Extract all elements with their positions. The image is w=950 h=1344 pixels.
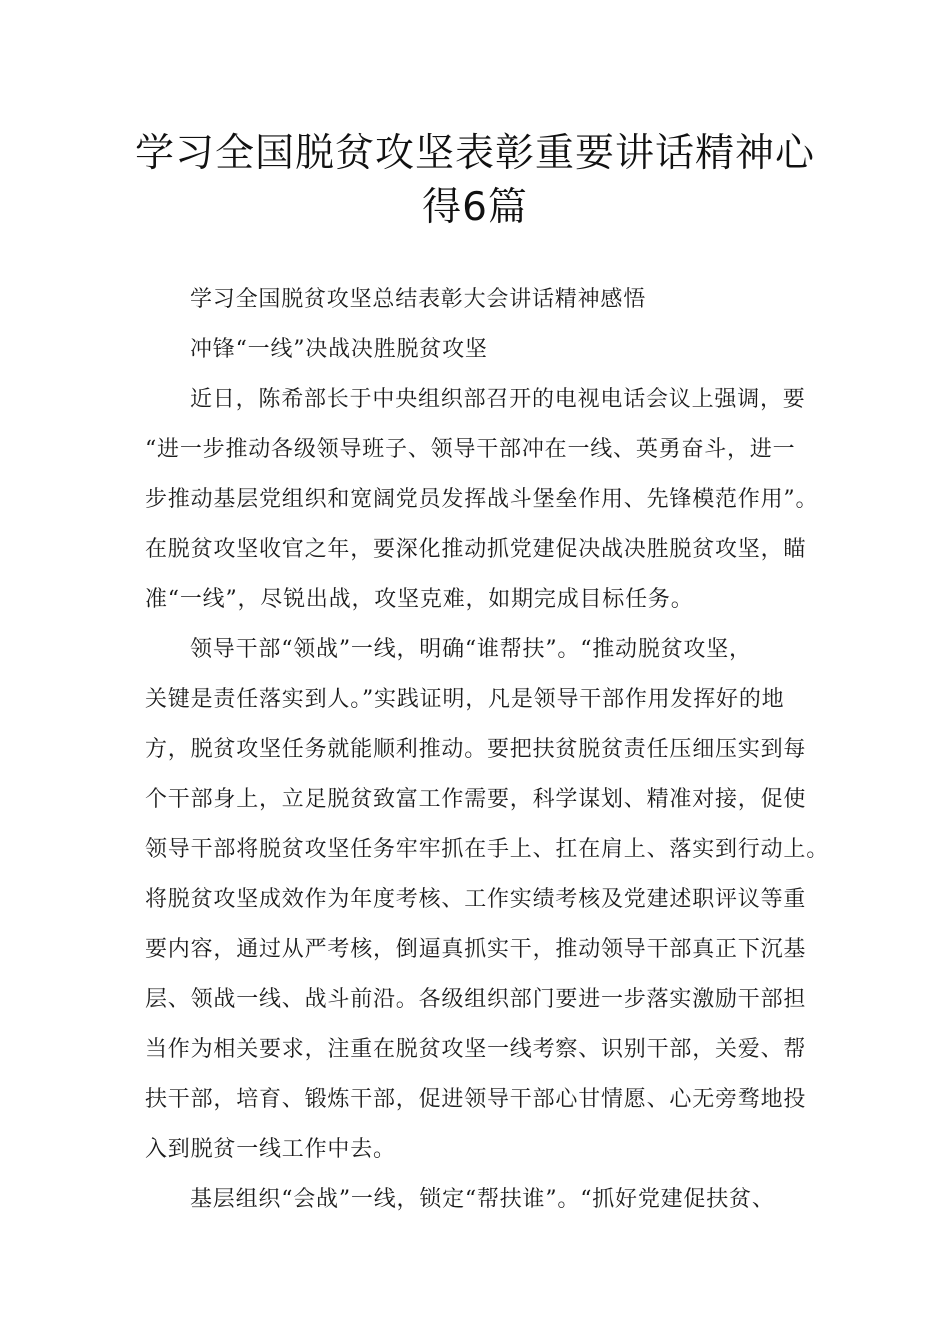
document-title-line-1: 学习全国脱贫攻坚表彰重要讲话精神心: [134, 131, 815, 176]
body-text-line: 扶干部，培育、锻炼干部，促进领导干部心甘情愿、心无旁骛地投: [145, 1087, 807, 1112]
body-text-line: 步推动基层党组织和宽阔党员发挥战斗堡垒作用、先锋模范作用”。: [145, 487, 819, 512]
document-title-line-2: 得6篇: [422, 185, 528, 230]
body-text-line: 领导干部将脱贫攻坚任务牢牢抓在手上、扛在肩上、落实到行动上。: [145, 837, 830, 862]
subtitle-line: 学习全国脱贫攻坚总结表彰大会讲话精神感悟: [190, 287, 647, 312]
body-text-line: 将脱贫攻坚成效作为年度考核、工作实绩考核及党建述职评议等重: [145, 887, 807, 912]
body-text-line: 近日，陈希部长于中央组织部召开的电视电话会议上强调，要: [190, 387, 806, 412]
body-text-line: 在脱贫攻坚收官之年，要深化推动抓党建促决战决胜脱贫攻坚，瞄: [145, 537, 807, 562]
body-text-line: 入到脱贫一线工作中去。: [145, 1137, 396, 1162]
body-text-line: 关键是责任落实到人。”实践证明，凡是领导干部作用发挥好的地: [145, 687, 785, 712]
body-text-line: 准“一线”，尽锐出战，攻坚克难，如期完成目标任务。: [145, 587, 694, 612]
subtitle-line: 冲锋“一线”决战决胜脱贫攻坚: [190, 337, 488, 362]
body-text-line: 方，脱贫攻坚任务就能顺利推动。要把扶贫脱贫责任压细压实到每: [145, 737, 807, 762]
body-text-line: 基层组织“会战”一线，锁定“帮扶谁”。“抓好党建促扶贫、: [190, 1187, 775, 1212]
body-text-line: 要内容，通过从严考核，倒逼真抓实干，推动领导干部真正下沉基: [145, 937, 807, 962]
body-text-line: 个干部身上，立足脱贫致富工作需要，科学谋划、精准对接，促使: [145, 787, 807, 812]
body-text-line: 领导干部“领战”一线，明确“谁帮扶”。“推动脱贫攻坚，: [190, 637, 752, 662]
body-text-line: 层、领战一线、战斗前沿。各级组织部门要进一步落实激励干部担: [145, 987, 807, 1012]
body-text-line: 当作为相关要求，注重在脱贫攻坚一线考察、识别干部，关爱、帮: [145, 1037, 807, 1062]
body-text-line: “进一步推动各级领导班子、领导干部冲在一线、英勇奋斗，进一: [145, 437, 796, 462]
